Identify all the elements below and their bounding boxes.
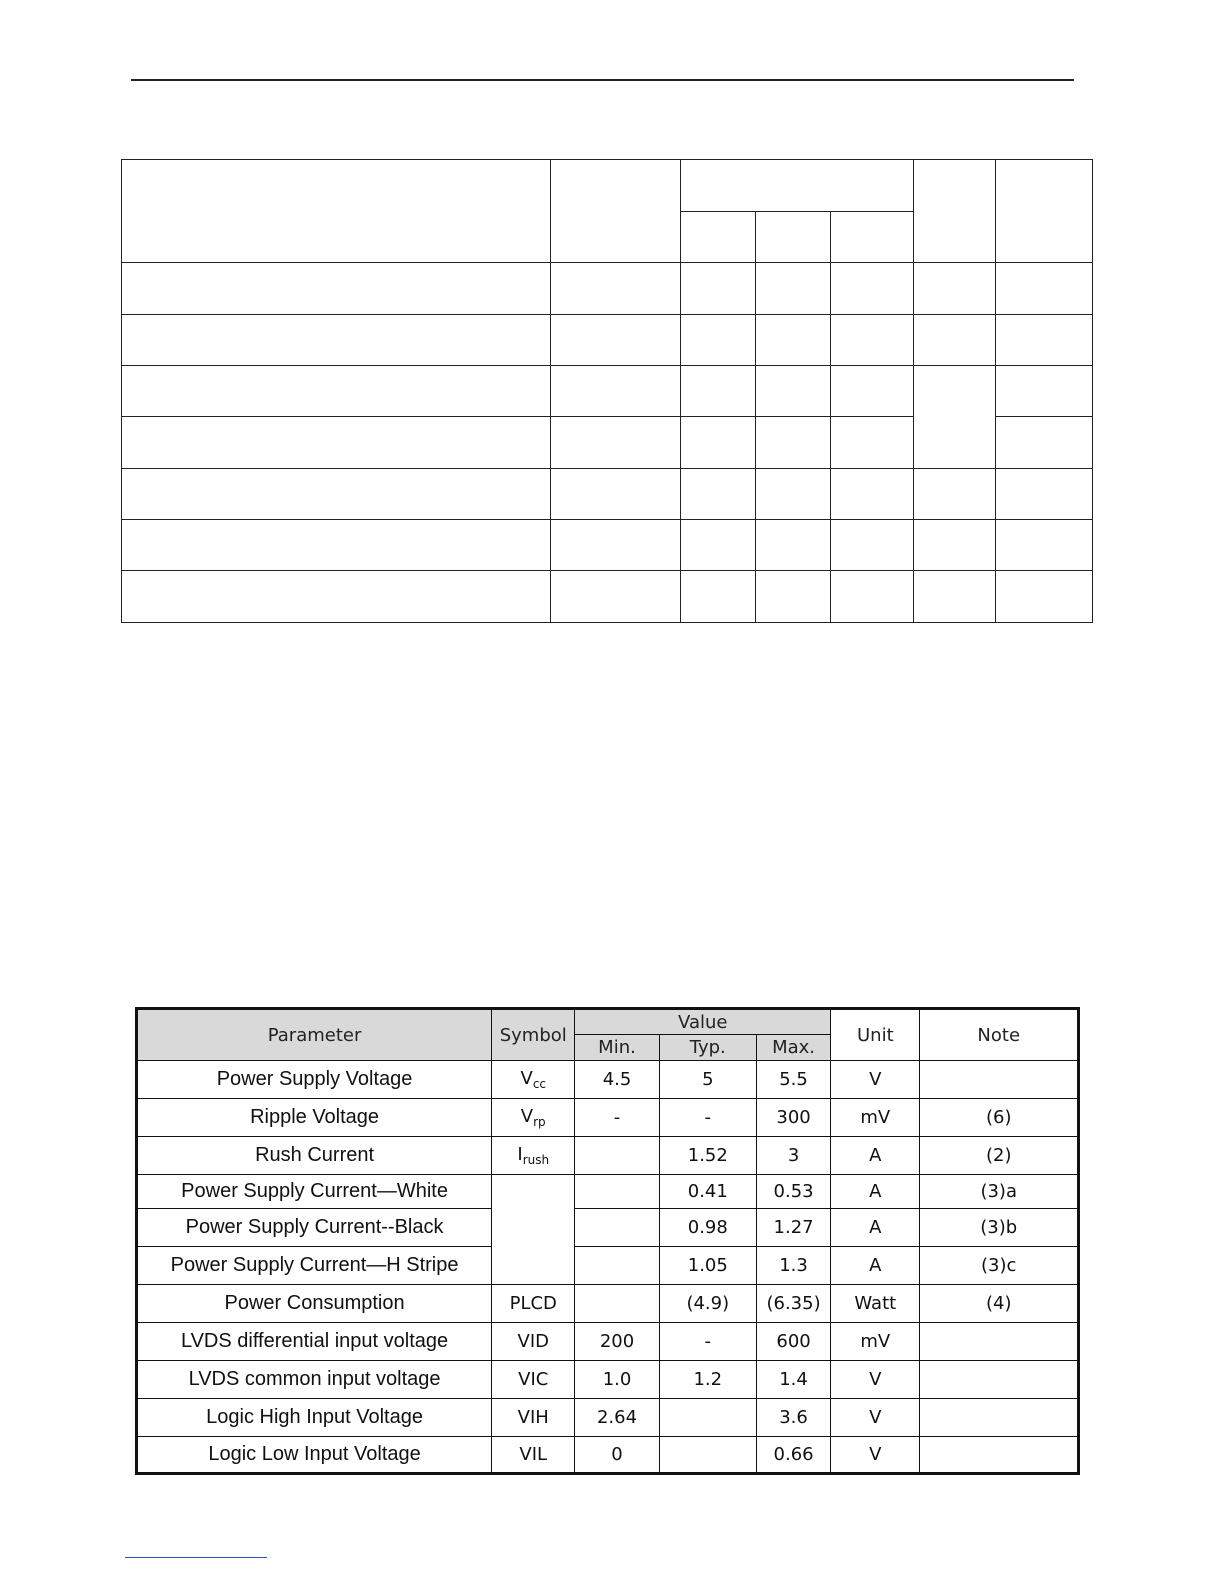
min-cell: 2.64 [575, 1399, 659, 1437]
note-cell: (2) [920, 1137, 1079, 1175]
typ-cell: (4.9) [659, 1285, 756, 1323]
table-row [137, 1323, 1079, 1361]
max-cell: 300 [756, 1099, 830, 1137]
t1-row [122, 571, 1093, 623]
table-row [137, 1175, 1079, 1209]
footer-link-underline [125, 1557, 267, 1558]
typ-cell: 1.05 [659, 1247, 756, 1285]
table-row [137, 1399, 1079, 1437]
parameter-cell: LVDS differential input voltage [137, 1323, 492, 1361]
min-cell [575, 1209, 659, 1247]
t1-note-header-cell [996, 160, 1093, 263]
note-cell: (6) [920, 1099, 1079, 1137]
header-symbol: Symbol [492, 1009, 575, 1061]
parameter-cell: Power Consumption [137, 1285, 492, 1323]
typ-cell: - [659, 1323, 756, 1361]
parameter-cell: Power Supply Voltage [137, 1061, 492, 1099]
symbol-sub: rush [522, 1153, 550, 1167]
note-cell: (4) [920, 1285, 1079, 1323]
table-row [137, 1137, 1079, 1175]
typ-cell: 1.2 [659, 1361, 756, 1399]
t1-min-header-cell [681, 212, 756, 263]
parameter-cell: Power Supply Current—White [137, 1175, 492, 1209]
note-cell [920, 1323, 1079, 1361]
t1-max-header-cell [831, 212, 914, 263]
symbol-cell-merged [492, 1175, 575, 1285]
header-rule [131, 79, 1074, 81]
min-cell: 4.5 [575, 1061, 659, 1099]
typ-cell [659, 1399, 756, 1437]
t1-typ-header-cell [756, 212, 831, 263]
header-max: Max. [756, 1035, 830, 1061]
unit-cell: A [831, 1209, 920, 1247]
symbol-cell [492, 1099, 575, 1137]
symbol-sub: cc [532, 1077, 547, 1091]
symbol-cell: PLCD [492, 1285, 575, 1323]
t1-row [122, 263, 1093, 315]
unit-cell: mV [831, 1099, 920, 1137]
parameter-cell: Logic Low Input Voltage [137, 1437, 492, 1474]
symbol-sub: rp [533, 1115, 546, 1129]
parameter-cell: Ripple Voltage [137, 1099, 492, 1137]
t1-row [122, 366, 1093, 417]
unit-cell: V [831, 1399, 920, 1437]
note-cell [920, 1399, 1079, 1437]
max-cell: (6.35) [756, 1285, 830, 1323]
header-value: Value [575, 1009, 831, 1035]
table-row [137, 1361, 1079, 1399]
unit-cell: V [831, 1361, 920, 1399]
t1-row [122, 520, 1093, 571]
t1-unit-header-cell [914, 160, 996, 263]
max-cell: 1.3 [756, 1247, 830, 1285]
header-note: Note [920, 1009, 1079, 1061]
parameter-cell: Power Supply Current--Black [137, 1209, 492, 1247]
symbol-cell [492, 1061, 575, 1099]
symbol-main: V [520, 1068, 533, 1089]
symbol-cell: VIC [492, 1361, 575, 1399]
max-cell: 1.4 [756, 1361, 830, 1399]
typ-cell: - [659, 1099, 756, 1137]
min-cell: 1.0 [575, 1361, 659, 1399]
header-parameter: Parameter [137, 1009, 492, 1061]
symbol-main: V [520, 1106, 534, 1127]
table-row [137, 1061, 1079, 1099]
unit-cell: V [831, 1437, 920, 1474]
table-row [137, 1247, 1079, 1285]
unit-cell: A [831, 1175, 920, 1209]
typ-cell: 5 [659, 1061, 756, 1099]
typ-cell: 1.52 [659, 1137, 756, 1175]
t1-parameter-header-cell [122, 160, 551, 263]
note-cell [920, 1061, 1079, 1099]
unit-cell: A [831, 1247, 920, 1285]
max-cell: 0.53 [756, 1175, 830, 1209]
unit-cell: V [831, 1061, 920, 1099]
min-cell [575, 1285, 659, 1323]
max-cell: 5.5 [756, 1061, 830, 1099]
header-typ: Typ. [659, 1035, 756, 1061]
unit-cell: A [831, 1137, 920, 1175]
symbol-cell: VID [492, 1323, 575, 1361]
empty-spec-table [121, 159, 1093, 623]
symbol-cell: VIL [492, 1437, 575, 1474]
note-cell: (3)a [920, 1175, 1079, 1209]
min-cell: - [575, 1099, 659, 1137]
max-cell: 0.66 [756, 1437, 830, 1474]
max-cell: 3.6 [756, 1399, 830, 1437]
typ-cell: 0.98 [659, 1209, 756, 1247]
max-cell: 1.27 [756, 1209, 830, 1247]
table-row [137, 1099, 1079, 1137]
note-cell [920, 1437, 1079, 1474]
min-cell [575, 1175, 659, 1209]
parameter-cell: Logic High Input Voltage [137, 1399, 492, 1437]
note-cell: (3)c [920, 1247, 1079, 1285]
t1-symbol-header-cell [551, 160, 681, 263]
min-cell: 200 [575, 1323, 659, 1361]
t1-row [122, 469, 1093, 520]
symbol-main: I [517, 1144, 523, 1165]
max-cell: 3 [756, 1137, 830, 1175]
min-cell: 0 [575, 1437, 659, 1474]
header-min: Min. [575, 1035, 659, 1061]
parameter-cell: Rush Current [137, 1137, 492, 1175]
header-unit: Unit [831, 1009, 920, 1061]
electrical-characteristics-table-wrapper [135, 1007, 1080, 1475]
table-row [137, 1437, 1079, 1474]
typ-cell: 0.41 [659, 1175, 756, 1209]
symbol-cell [492, 1137, 575, 1175]
typ-cell [659, 1437, 756, 1474]
max-cell: 600 [756, 1323, 830, 1361]
note-cell: (3)b [920, 1209, 1079, 1247]
unit-cell: Watt [831, 1285, 920, 1323]
table-row [137, 1209, 1079, 1247]
t1-value-header-cell [681, 160, 914, 212]
note-cell [920, 1361, 1079, 1399]
parameter-cell: Power Supply Current—H Stripe [137, 1247, 492, 1285]
t1-row [122, 315, 1093, 366]
parameter-cell: LVDS common input voltage [137, 1361, 492, 1399]
min-cell [575, 1247, 659, 1285]
min-cell [575, 1137, 659, 1175]
electrical-characteristics-table [135, 1007, 1080, 1475]
unit-cell: mV [831, 1323, 920, 1361]
table-row [137, 1285, 1079, 1323]
symbol-cell: VIH [492, 1399, 575, 1437]
